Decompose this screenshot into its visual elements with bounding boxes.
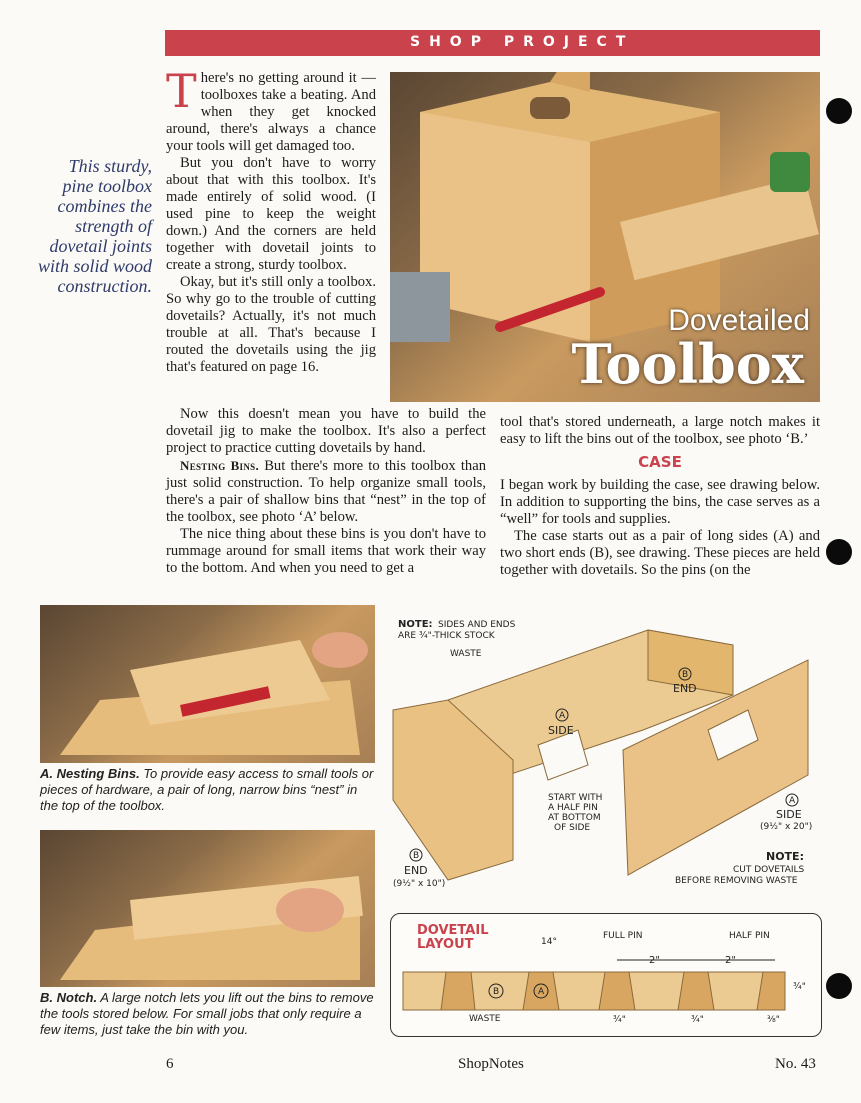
- part-name: END: [404, 864, 428, 877]
- publication-name: ShopNotes: [458, 1056, 524, 1072]
- paragraph: Okay, but it's still only a toolbox. So why go to the trouble of cutting dovetails? Actually, it's not much trouble at all. That's because I routed the dovetails using the jig that's featured on page 16.: [166, 274, 376, 375]
- subhead-inline: Nesting Bins.: [180, 458, 260, 473]
- diagram-note-lead: NOTE:: [398, 619, 433, 630]
- part-letter: B: [682, 670, 689, 680]
- paragraph: here's no getting around it — toolboxes take a beating. And when they get knocked around, there's always a chance your tools will get damaged too.: [166, 70, 376, 154]
- dimension-label: ¾": [691, 1015, 704, 1025]
- pull-quote-line: strength of: [75, 216, 152, 236]
- angle-label: 14°: [541, 937, 557, 947]
- dimension-label: ¾": [613, 1015, 626, 1025]
- diagram-note-text: ARE ¾"-THICK STOCK: [398, 631, 495, 641]
- half-pin-label: HALF PIN: [729, 931, 770, 941]
- waste-label: WASTE: [469, 1014, 501, 1024]
- part-letter: B: [413, 851, 420, 861]
- photo-b-caption: [40, 990, 378, 1038]
- paragraph: But you don't have to worry about that with this toolbox. It's made entirely of solid wood. (I used pine to keep the weight down.) And the corners are held together with dovetail joints to create a strong, sturdy toolbox.: [166, 155, 376, 273]
- callout-line: OF SIDE: [554, 823, 591, 833]
- dimension-label: (9½" x 10"): [393, 879, 446, 889]
- paragraph: The nice thing about these bins is you don't have to rummage around for small items that work their way to the bottom. And when you need to get a: [166, 526, 486, 576]
- caption-text: A large notch lets you lift out the bins to remove the tools stored below. For small jobs that only require a few items, just take the bin with you.: [40, 990, 374, 1037]
- section-header-label: SHOP PROJECT: [410, 34, 635, 50]
- dovetail-layout-diagram: [391, 914, 821, 1036]
- pull-quote-line: This sturdy,: [68, 156, 152, 176]
- caption-lead: A. Nesting Bins.: [40, 766, 140, 781]
- part-name: END: [673, 682, 697, 695]
- callout-line: START WITH: [548, 793, 603, 803]
- photo-a-caption: [40, 766, 378, 814]
- pull-quote-line: dovetail joints: [49, 236, 152, 256]
- article-column-1-top: [166, 64, 376, 376]
- diagram-note-lead: NOTE:: [766, 850, 804, 863]
- hero-photo-toolbox: [390, 72, 820, 402]
- paragraph: But there's more to this toolbox than just solid construction. To help organize small tools, there's a pair of shallow bins that “nest” in the top of the toolbox, see photo ‘A’ below.: [166, 458, 486, 525]
- layout-title-line1: DOVETAIL: [417, 923, 489, 938]
- callout-line: A HALF PIN: [548, 803, 598, 813]
- dimension-label: ⅜": [767, 1015, 780, 1025]
- photo-b-notch: [40, 830, 375, 987]
- section-header-bar: [165, 30, 820, 56]
- dimension-label: (9½" x 20"): [760, 822, 813, 832]
- pull-quote-line: construction.: [57, 276, 152, 296]
- callout-line: AT BOTTOM: [548, 813, 601, 823]
- pull-quote-line: with solid wood: [37, 256, 152, 276]
- waste-label: WASTE: [450, 649, 482, 659]
- paragraph: tool that's stored underneath, a large notch makes it easy to lift the bins out of the toolbox, see photo ‘B.’: [500, 414, 820, 447]
- diagram-note-text: BEFORE REMOVING WASTE: [675, 876, 798, 886]
- binder-hole-top: [826, 98, 852, 124]
- dimension-label: ¾": [793, 982, 806, 992]
- pin-shape: [678, 972, 714, 1010]
- caption-lead: B. Notch.: [40, 990, 98, 1005]
- article-column-2: [500, 414, 820, 579]
- page-number: 6: [166, 1056, 174, 1072]
- drop-cap: T: [166, 64, 197, 118]
- dovetail-layout-panel: [390, 913, 822, 1037]
- binder-hole-bottom: [826, 973, 852, 999]
- section-heading-case: CASE: [638, 453, 682, 471]
- pull-quote-line: pine toolbox: [62, 176, 152, 196]
- hero-title-line2: Toolbox: [571, 332, 804, 396]
- paragraph: Now this doesn't mean you have to build the dovetail jig to make the toolbox. It's also a perfect project to practice cutting dovetails by hand.: [166, 406, 486, 456]
- nesting-bins-illustration-icon: [40, 605, 375, 763]
- notch-illustration-icon: [40, 830, 375, 987]
- case-exploded-diagram: [388, 610, 823, 900]
- caption-text: To provide easy access to small tools or pieces of hardware, a pair of long, narrow bins “nest” in the top of the toolbox.: [40, 766, 374, 813]
- part-letter: A: [789, 796, 796, 806]
- layout-title-line2: LAYOUT: [417, 937, 474, 952]
- part-letter: A: [559, 711, 566, 721]
- pull-quote-line: combines the: [57, 196, 152, 216]
- photo-a-nesting-bins: [40, 605, 375, 763]
- part-name: SIDE: [776, 808, 802, 821]
- article-column-1-bottom: [166, 406, 486, 577]
- issue-number: No. 43: [775, 1056, 816, 1072]
- pin-shape: [599, 972, 635, 1010]
- full-pin-label: FULL PIN: [603, 931, 643, 941]
- dimension-label: 2": [725, 955, 736, 966]
- diagram-note-text: CUT DOVETAILS: [733, 865, 805, 875]
- binder-hole-middle: [826, 539, 852, 565]
- part-letter: B: [493, 987, 500, 997]
- paragraph: I began work by building the case, see drawing below. In addition to supporting the bins, the case serves as a “well” for tools and supplies.: [500, 477, 820, 527]
- part-name: SIDE: [548, 724, 574, 737]
- pin-shape: [441, 972, 475, 1010]
- hero-title-line1: Dovetailed: [668, 304, 810, 337]
- paragraph: The case starts out as a pair of long sides (A) and two short ends (B), see drawing. These pieces are held together with dovetails. So the pins (on the: [500, 528, 820, 578]
- diagram-note-text: SIDES AND ENDS: [438, 620, 516, 630]
- pull-quote: [10, 156, 152, 296]
- part-letter: A: [538, 987, 545, 997]
- dimension-label: 2": [649, 955, 660, 966]
